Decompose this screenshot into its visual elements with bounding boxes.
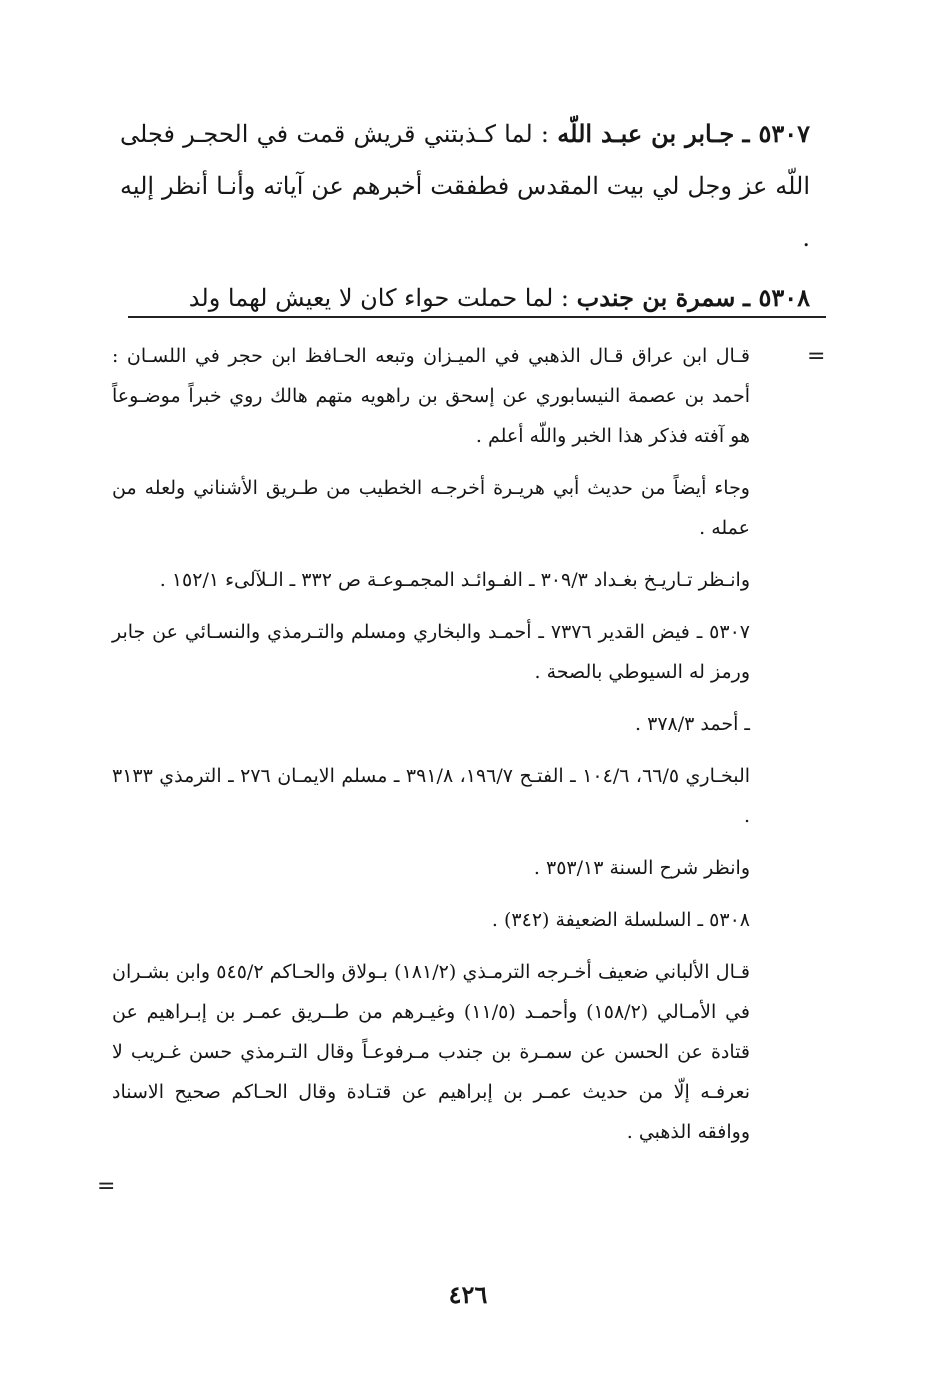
entry-5307 [120, 108, 810, 264]
narrator-name: سمرة بن جندب [576, 283, 736, 312]
entry-number: ٥٣٠٨ ـ [743, 283, 810, 312]
narrator-name: جـابر بن عبـد اللّه [557, 119, 735, 148]
footnote-paragraph: ـ أحمد ٣٧٨/٣ . [635, 713, 750, 735]
footnote-paragraph: قـال ابن عراق قـال الذهبي في الميـزان وتبعه الحـافظ ابن حجر في اللسـان : أحمد بن عصمة النيسابوري عن إسحق بن راهويه متهم هالك روي خبراً موضـوعاً هو آفته فذكر هذا الخبر واللّه أعلم . [112, 345, 750, 447]
footnote-paragraph: ٥٣٠٧ ـ فيض القدير ٧٣٧٦ ـ أحمـد والبخاري ومسلم والتـرمذي والنسـائي عن جابر ورمز له السيوطي بالصحة . [112, 621, 750, 683]
footnotes [112, 336, 802, 1164]
footnote-paragraph: البخـاري ٦٦/٥، ١٠٤/٦ ـ الفتـح ١٩٦/٧، ٣٩١/٨ ـ مسلم الايمـان ٢٧٦ ـ الترمذي ٣١٣٣ . [112, 765, 751, 827]
footnote-paragraph: وانظر شرح السنة ٣٥٣/١٣ . [533, 857, 750, 879]
page-number: ٤٢٦ [448, 1280, 488, 1309]
footnote-paragraph: ٥٣٠٨ ـ السلسلة الضعيفة (٣٤٢) . [491, 909, 750, 931]
continuation-mark-end: = [97, 1174, 116, 1199]
footnote-separator [128, 316, 826, 318]
main-text [120, 108, 810, 324]
hadith-text: : لما حملت حواء كان لا يعيش لهما ولد [188, 284, 570, 312]
footnote-paragraph: وانـظر تـاريـخ بغـداد ٣٠٩/٣ ـ الفـوائـد المجمـوعـة ص ٣٣٢ ـ الـلآلىء ١٥٢/١ . [159, 569, 750, 591]
footnote-paragraph: وجاء أيضاً من حديث أبي هريـرة أخرجـه الخطيب من طـريق الأشناني ولعله من عمله . [112, 477, 750, 539]
entry-number: ٥٣٠٧ ـ [742, 119, 811, 148]
footnote-paragraph: قـال الألباني ضعيف أخـرجه الترمـذي (١٨١/٢) بـولاق والحـاكم ٥٤٥/٢ وابن بشـران في الأمـالي (١٥٨/٢) وأحمـد (١١/٥) وغيـرهم من طــريق عمـر بن إبـراهيم عن قتادة عن الحسن عن سمـرة بن جندب مـرفوعـاً وقال التـرمذي حسن غـريب لا نعرفـه إلّا من حديث عمـر بن إبراهيم عن قتـادة وقال الحـاكم صحيح الاسناد ووافقه الذهبي . [112, 961, 751, 1143]
continuation-mark: = [807, 344, 826, 369]
hadith-text: : لما كـذبتني قريش قمت في الحجـر فجلى اللّه عز وجل لي بيت المقدس فطفقت أخبرهم عن آياته وأنـا أنظر إليه . [120, 120, 810, 252]
